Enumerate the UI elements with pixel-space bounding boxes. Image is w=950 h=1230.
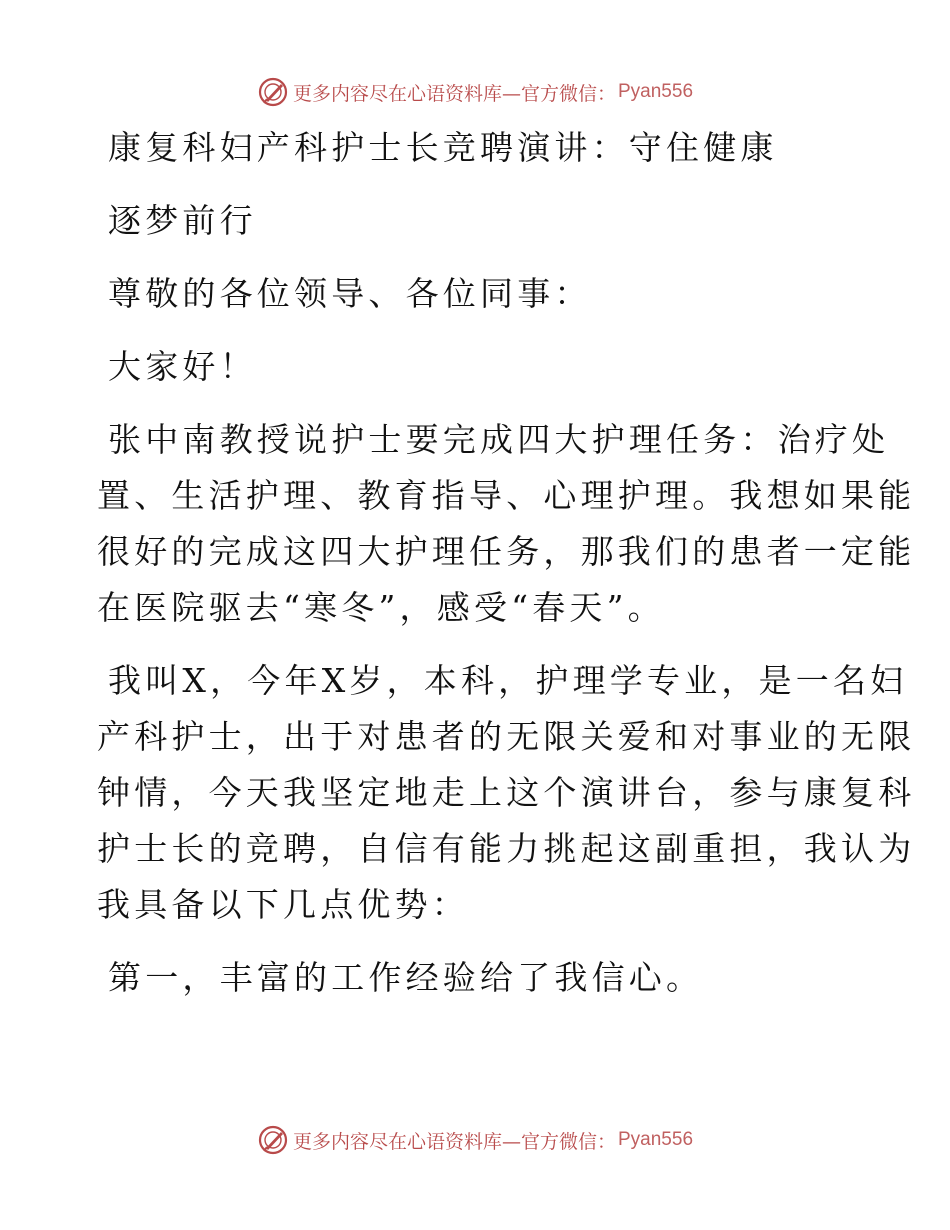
paragraph-line: 在医院驱去“寒冬”，感受“春天”。 [97,588,665,627]
paragraph-2 [97,653,916,933]
greeting: 大家好！ [108,347,257,386]
paragraph-line: 护士长的竞聘，自信有能力挑起这副重担，我认为 [97,829,916,868]
paragraph-line: 我具备以下几点优势： [97,885,469,924]
paragraph-line: 钟情，今天我坚定地走上这个演讲台，参与康复科 [97,773,916,812]
banner-text: 更多内容尽在心语资料库—官方微信： [292,1130,616,1153]
paragraph-line: 很好的完成这四大护理任务，那我们的患者一定能 [97,532,916,571]
paragraph-line: 我叫X，今年X岁，本科，护理学专业，是一名妇 [108,661,908,700]
quill-seal-icon [257,76,289,108]
point-1: 第一，丰富的工作经验给了我信心。 [108,958,704,997]
quill-seal-icon [257,1124,289,1156]
document-title-line-2: 逐梦前行 [108,201,257,240]
paragraph-line: 产科护士，出于对患者的无限关爱和对事业的无限 [97,717,916,756]
document-body [97,120,916,1006]
wechat-id: Pyan556 [618,1129,694,1150]
paragraph-line: 置、生活护理、教育指导、心理护理。我想如果能 [97,476,916,515]
salutation: 尊敬的各位领导、各位同事： [108,274,592,313]
paragraph-line: 张中南教授说护士要完成四大护理任务：治疗处 [108,420,890,459]
footer-banner [0,1120,950,1160]
wechat-id: Pyan556 [618,81,694,102]
document-title-line-1: 康复科妇产科护士长竞聘演讲：守住健康 [108,128,778,167]
banner-text: 更多内容尽在心语资料库—官方微信： [292,82,616,105]
paragraph-1 [97,412,916,636]
header-banner [0,72,950,112]
